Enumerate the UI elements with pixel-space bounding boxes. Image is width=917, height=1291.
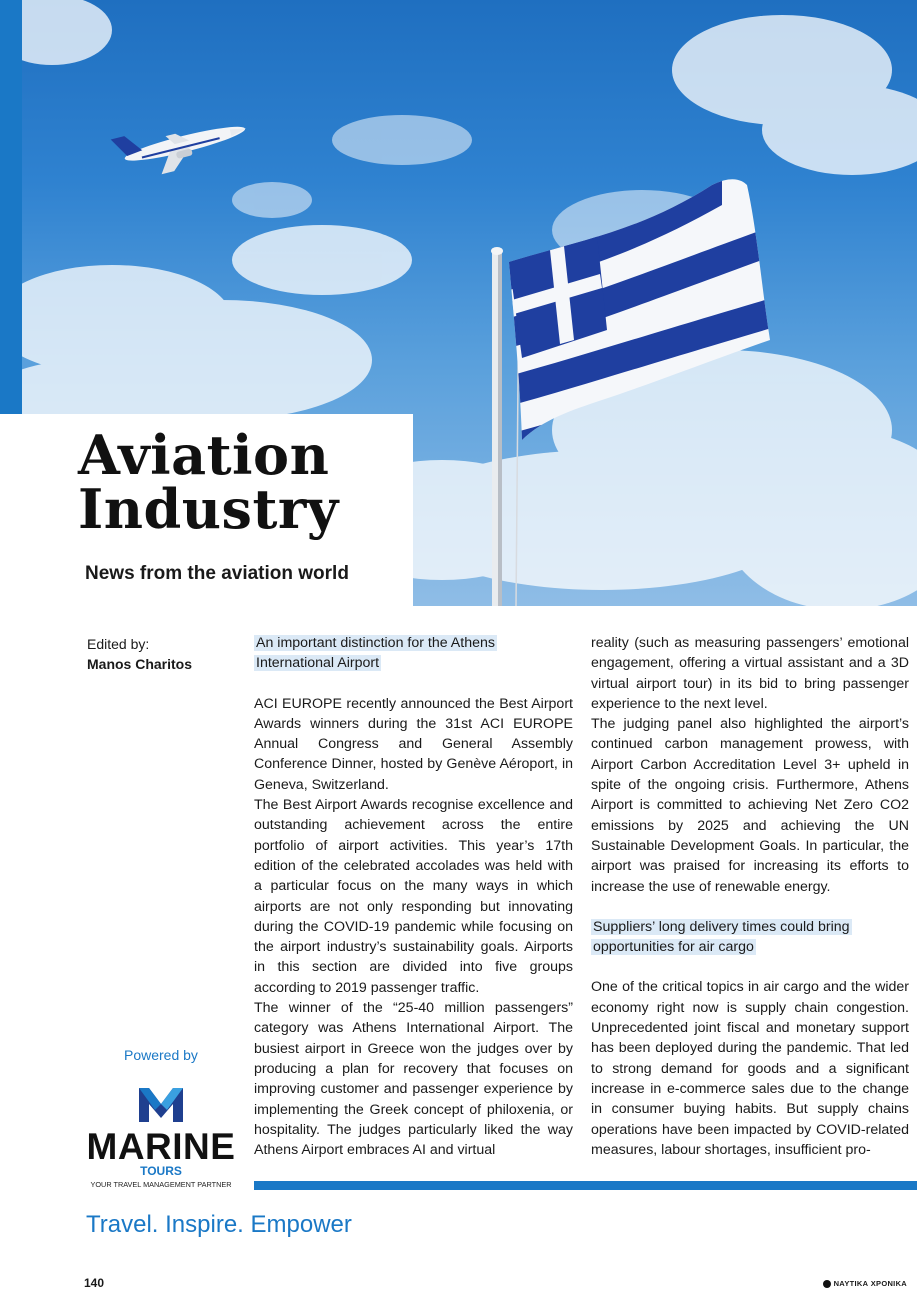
publisher-name: ΝΑΥΤΙΚΑ ΧΡΟΝΙΚΑ (833, 1279, 907, 1288)
article2-heading: Suppliers’ long delivery times could bring opportunities for air cargo (593, 918, 850, 956)
article-column-2 (591, 633, 909, 1160)
footer-accent-bar (254, 1181, 917, 1190)
sponsor-tagline: YOUR TRAVEL MANAGEMENT PARTNER (90, 1180, 232, 1189)
article1-heading: An important distinction for the Athens International Airport (256, 635, 495, 672)
article-column-1 (254, 633, 573, 1160)
article1-paragraph: reality (such as measuring passengers’ emotional engagement, offering a virtual assistant and a 3D virtual airport tour) in its bid to bring passenger experience to the next level. (591, 635, 909, 712)
publisher-mark (823, 1279, 907, 1288)
sponsor-sub-brand: TOURS (140, 1164, 182, 1178)
sponsor-brand: MARINE (86, 1126, 236, 1167)
page-title (78, 423, 339, 541)
title-line-2: Industry (78, 477, 339, 541)
powered-by-label: Powered by (124, 1047, 198, 1063)
sponsor-slogan: Travel. Inspire. Empower (86, 1211, 352, 1238)
article1-paragraph: The judging panel also highlighted the airport’s continued carbon management prowess, with Airport Carbon Accreditation Level 3+ upheld in spite of the ongoing crisis. Furthermore, Athens Airport is committed to achieving Net Zero CO2 emissions by 2025 and achieving the UN Sustainable Development Goals. In particular, the airport was praised for increasing its efforts to increase the use of renewable energy. (591, 716, 909, 895)
editor-label: Edited by: (87, 636, 150, 652)
editor-name: Manos Charitos (87, 656, 193, 672)
left-accent-strip (0, 0, 22, 414)
article2-paragraph: One of the critical topics in air cargo and the wider economy right now is supply chain congestion. Unprecedented joint fiscal and monetary support has been deployed during the pandemic. That led to strong demand for goods and a significant increase in e-commerce sales due to the change in consumer buying habits. But supply chains operations have been impacted by COVID-related measures, labour shortages, insufficient pro- (591, 979, 909, 1158)
sponsor-logo (85, 1082, 237, 1190)
page-subtitle: News from the aviation world (85, 563, 349, 584)
editor-credit (87, 634, 192, 674)
publisher-logo-icon (823, 1280, 831, 1288)
airplane-icon (111, 107, 252, 184)
article1-paragraph: ACI EUROPE recently announced the Best Airport Awards winners during the 31st ACI EUROPE Annual Congress and General Assembly Conference Dinner, hosted by Genève Aéroport, in Geneva, Switzerland. (254, 695, 573, 793)
page-number: 140 (84, 1276, 105, 1290)
article1-paragraph: The Best Airport Awards recognise excellence and outstanding achievement across the entire portfolio of airport activities. This year’s 17th edition of the celebrated accolades was held with a particular focus on the many ways in which airports are not only responding but innovating during the COVID-19 pandemic while focusing on the airport industry’s sustainability goals. Airports in this section are divided into five groups according to 2019 passenger traffic. (254, 797, 573, 996)
article1-paragraph: The winner of the “25-40 million passengers” category was Athens International Airport. The busiest airport in Greece won the judges over by producing a plan for recovery that focuses on improving customer and passenger experience by implementing the Greek concept of philoxenia, or hospitality. The judges particularly liked the way Athens Airport embraces AI and virtual (254, 1000, 573, 1159)
marine-tours-logo-icon (135, 1082, 187, 1126)
title-line-1: Aviation (78, 423, 330, 487)
